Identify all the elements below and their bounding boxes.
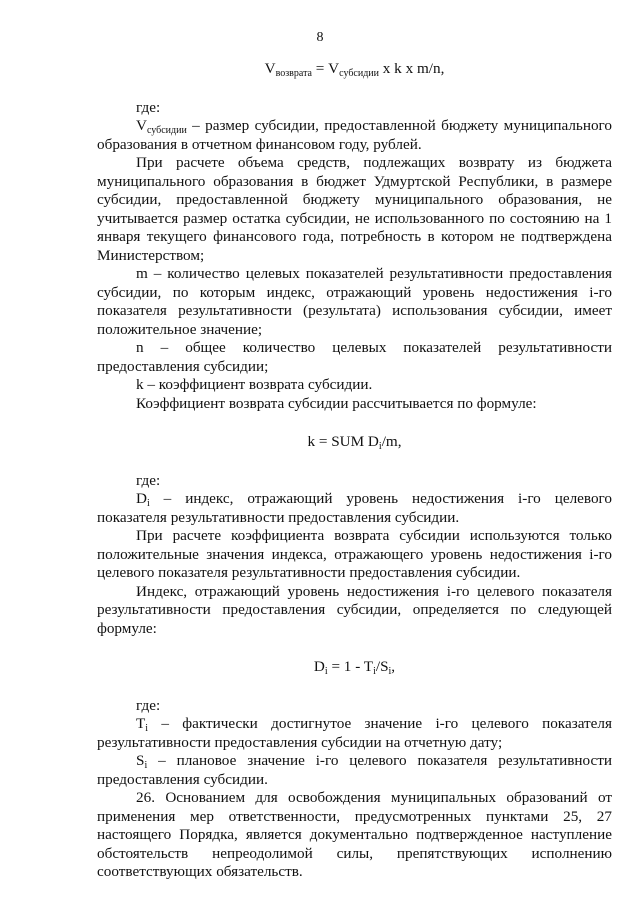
- def-subscript: i: [144, 760, 148, 771]
- definition-v: [97, 117, 612, 154]
- def-text: – индекс, отражающий уровень недостижения i-го целевого показателя результативности предоставления субсидии.: [97, 490, 612, 526]
- page-number: 8: [316, 30, 324, 45]
- formula-subscript: i: [324, 666, 328, 677]
- formula-text: k = SUM D: [307, 433, 379, 450]
- def-subscript: i: [145, 723, 149, 734]
- definition-m: m – количество целевых показателей результативности предоставления субсидии, по которым индекс, отражающий уровень недостижения i-го показателя результативности (результата) использования субсидии, имеет положительное значение;: [97, 265, 612, 338]
- formula-subscript: i: [378, 441, 382, 452]
- paragraph-index: Индекс, отражающий уровень недостижения i-го целевого показателя результативности предоставления субсидии, определяется по следующей формуле:: [97, 582, 612, 637]
- definition-s: [97, 752, 612, 789]
- paragraph-return-calculation: При расчете объема средств, подлежащих возврату из бюджета муниципального образования в бюджет Удмуртской Республики, в размере субсидии, предоставленной бюджету муниципального образования, не учитывается размер остатка субсидии, не использованного по состоянию на 1 января текущего финансового года, потребность в котором не подтверждена Министерством;: [97, 154, 612, 264]
- formula-text: /m,: [381, 433, 402, 450]
- def-symbol: V: [136, 117, 147, 134]
- definition-n: n – общее количество целевых показателей результативности предоставления субсидии;: [97, 339, 612, 375]
- formula-d: [97, 658, 612, 677]
- formula-subscript: i: [388, 666, 392, 677]
- definition-t: [97, 715, 612, 752]
- def-subscript: субсидии: [146, 125, 187, 136]
- def-subscript: i: [146, 498, 150, 509]
- formula-text: x k x m/n,: [378, 60, 445, 77]
- formula-subscript: субсидии: [339, 68, 379, 79]
- formula-subscript: i: [373, 666, 376, 677]
- where-label: где:: [136, 696, 161, 714]
- formula-subscript: возврата: [275, 68, 312, 79]
- paragraph-positive-values: При расчете коэффициента возврата субсидии используются только положительные значения индекса, отражающего уровень недостижения i-го целевого показателя результативности предоставления субсидии.: [97, 527, 612, 581]
- formula-return-volume: [97, 60, 612, 79]
- def-text: – фактически достигнутое значение i-го целевого показателя результативности предоставления субсидии на отчетную дату;: [97, 715, 612, 751]
- definition-k: k – коэффициент возврата субсидии.: [136, 376, 373, 393]
- document-body: [97, 60, 612, 882]
- formula-text: ,: [391, 658, 396, 675]
- def-symbol: T: [136, 715, 146, 732]
- where-label: где:: [136, 471, 161, 489]
- formula-symbol: V: [264, 60, 276, 77]
- def-symbol: S: [136, 752, 145, 769]
- paragraph-26: 26. Основанием для освобождения муниципальных образований от применения мер ответственности, предусмотренных пунктами 25, 27 настоящего Порядка, является документально подтвержденное наступление обстоятельств непреодолимой силы, препятствующих исполнению соответствующих обязательств.: [97, 789, 612, 880]
- where-label: где:: [136, 98, 161, 116]
- formula-text: D: [313, 658, 325, 675]
- definition-d: [97, 490, 612, 527]
- paragraph-k-intro: Коэффициент возврата субсидии рассчитывается по формуле:: [136, 394, 537, 412]
- formula-text: /S: [375, 658, 389, 675]
- def-text: – размер субсидии, предоставленной бюджету муниципального образования в отчетном финансовом году, рублей.: [97, 117, 612, 153]
- def-text: – плановое значение i-го целевого показателя результативности предоставления субсидии.: [97, 752, 612, 788]
- formula-k: [97, 433, 612, 452]
- def-symbol: D: [136, 490, 147, 507]
- formula-text: = V: [312, 60, 340, 77]
- formula-text: = 1 - T: [327, 658, 374, 675]
